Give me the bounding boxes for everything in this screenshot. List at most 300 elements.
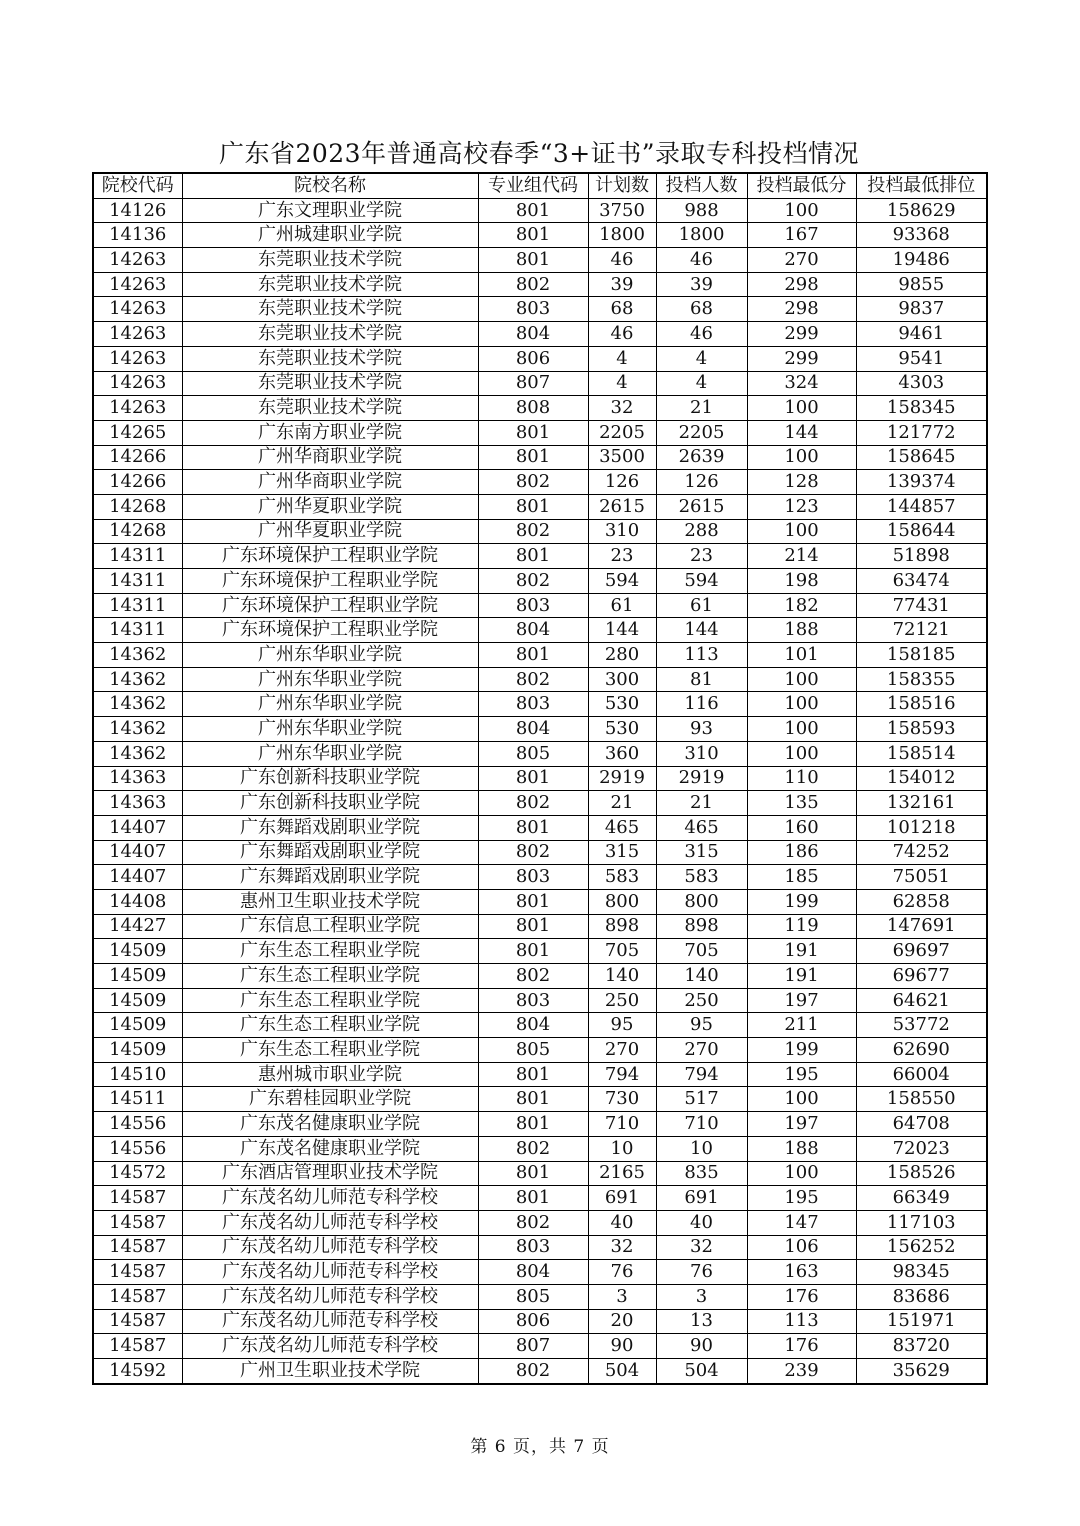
cell-school-name: 广州东华职业学院 — [182, 741, 478, 766]
cell-min-score: 195 — [747, 1186, 856, 1211]
cell-admitted-count: 116 — [656, 692, 747, 717]
cell-school-name: 广东舞蹈戏剧职业学院 — [182, 840, 478, 865]
cell-min-rank: 158644 — [856, 519, 987, 544]
cell-admitted-count: 81 — [656, 667, 747, 692]
cell-school-name: 广州华商职业学院 — [182, 470, 478, 495]
cell-min-rank: 158514 — [856, 741, 987, 766]
table-row — [93, 420, 987, 445]
table-row — [93, 889, 987, 914]
cell-school-code: 14427 — [93, 914, 182, 939]
table-row — [93, 272, 987, 297]
header-admitted-count: 投档人数 — [656, 173, 747, 198]
cell-group-code: 802 — [478, 964, 588, 989]
cell-school-name: 广东创新科技职业学院 — [182, 766, 478, 791]
cell-school-code: 14587 — [93, 1284, 182, 1309]
cell-min-score: 100 — [747, 741, 856, 766]
table-row — [93, 717, 987, 742]
cell-school-name: 广东信息工程职业学院 — [182, 914, 478, 939]
cell-group-code: 801 — [478, 1112, 588, 1137]
table-row — [93, 766, 987, 791]
cell-school-code: 14587 — [93, 1186, 182, 1211]
cell-admitted-count: 2205 — [656, 420, 747, 445]
cell-plan-count: 61 — [588, 593, 656, 618]
cell-school-name: 惠州城市职业学院 — [182, 1062, 478, 1087]
cell-min-score: 110 — [747, 766, 856, 791]
table-row — [93, 470, 987, 495]
table-row — [93, 1062, 987, 1087]
cell-school-code: 14556 — [93, 1112, 182, 1137]
cell-school-code: 14263 — [93, 371, 182, 396]
table-row — [93, 643, 987, 668]
cell-plan-count: 76 — [588, 1260, 656, 1285]
cell-school-name: 广州华商职业学院 — [182, 445, 478, 470]
cell-group-code: 803 — [478, 692, 588, 717]
cell-min-score: 100 — [747, 1087, 856, 1112]
cell-min-rank: 83686 — [856, 1284, 987, 1309]
cell-plan-count: 21 — [588, 791, 656, 816]
cell-min-score: 135 — [747, 791, 856, 816]
cell-group-code: 801 — [478, 198, 588, 223]
cell-school-name: 广州东华职业学院 — [182, 667, 478, 692]
cell-plan-count: 23 — [588, 544, 656, 569]
cell-admitted-count: 794 — [656, 1062, 747, 1087]
cell-admitted-count: 40 — [656, 1210, 747, 1235]
cell-plan-count: 710 — [588, 1112, 656, 1137]
cell-admitted-count: 288 — [656, 519, 747, 544]
table-row — [93, 741, 987, 766]
cell-plan-count: 583 — [588, 865, 656, 890]
cell-group-code: 802 — [478, 272, 588, 297]
cell-min-rank: 66349 — [856, 1186, 987, 1211]
cell-min-score: 239 — [747, 1359, 856, 1384]
cell-plan-count: 4 — [588, 346, 656, 371]
table-row — [93, 988, 987, 1013]
cell-group-code: 807 — [478, 1334, 588, 1359]
cell-min-rank: 62690 — [856, 1038, 987, 1063]
cell-admitted-count: 250 — [656, 988, 747, 1013]
cell-min-score: 198 — [747, 569, 856, 594]
cell-admitted-count: 32 — [656, 1235, 747, 1260]
cell-min-rank: 158593 — [856, 717, 987, 742]
cell-school-code: 14556 — [93, 1136, 182, 1161]
cell-plan-count: 2615 — [588, 494, 656, 519]
cell-min-score: 197 — [747, 988, 856, 1013]
cell-school-code: 14311 — [93, 618, 182, 643]
cell-group-code: 804 — [478, 717, 588, 742]
table-row — [93, 1210, 987, 1235]
cell-school-code: 14263 — [93, 346, 182, 371]
cell-min-score: 167 — [747, 223, 856, 248]
cell-min-rank: 9541 — [856, 346, 987, 371]
cell-admitted-count: 113 — [656, 643, 747, 668]
cell-min-score: 197 — [747, 1112, 856, 1137]
cell-min-score: 100 — [747, 519, 856, 544]
table-row — [93, 1359, 987, 1384]
table-header-row — [93, 173, 987, 198]
cell-group-code: 803 — [478, 593, 588, 618]
cell-admitted-count: 23 — [656, 544, 747, 569]
cell-school-code: 14572 — [93, 1161, 182, 1186]
cell-plan-count: 144 — [588, 618, 656, 643]
page-footer: 第 6 页，共 7 页 — [470, 1437, 610, 1457]
cell-school-name: 广东茂名幼儿师范专科学校 — [182, 1309, 478, 1334]
cell-admitted-count: 583 — [656, 865, 747, 890]
cell-group-code: 805 — [478, 741, 588, 766]
cell-school-name: 东莞职业技术学院 — [182, 371, 478, 396]
cell-school-code: 14263 — [93, 272, 182, 297]
cell-plan-count: 2165 — [588, 1161, 656, 1186]
cell-min-score: 299 — [747, 322, 856, 347]
cell-plan-count: 2919 — [588, 766, 656, 791]
cell-plan-count: 3750 — [588, 198, 656, 223]
cell-school-code: 14136 — [93, 223, 182, 248]
table-row — [93, 1309, 987, 1334]
cell-plan-count: 794 — [588, 1062, 656, 1087]
cell-plan-count: 250 — [588, 988, 656, 1013]
cell-admitted-count: 2639 — [656, 445, 747, 470]
cell-school-name: 广东环境保护工程职业学院 — [182, 569, 478, 594]
cell-group-code: 802 — [478, 519, 588, 544]
cell-school-name: 东莞职业技术学院 — [182, 322, 478, 347]
cell-school-code: 14587 — [93, 1260, 182, 1285]
cell-group-code: 801 — [478, 815, 588, 840]
table-row — [93, 346, 987, 371]
cell-admitted-count: 68 — [656, 297, 747, 322]
table-row — [93, 1038, 987, 1063]
cell-min-score: 188 — [747, 1136, 856, 1161]
header-plan-count: 计划数 — [588, 173, 656, 198]
cell-plan-count: 32 — [588, 1235, 656, 1260]
cell-school-name: 广东生态工程职业学院 — [182, 1013, 478, 1038]
page-title: 广东省2023年普通高校春季“3+证书”录取专科投档情况 — [218, 139, 860, 168]
cell-school-name: 广州华夏职业学院 — [182, 494, 478, 519]
cell-min-score: 147 — [747, 1210, 856, 1235]
cell-admitted-count: 988 — [656, 198, 747, 223]
table-row — [93, 914, 987, 939]
cell-min-score: 299 — [747, 346, 856, 371]
cell-min-score: 214 — [747, 544, 856, 569]
table-row — [93, 198, 987, 223]
cell-group-code: 807 — [478, 371, 588, 396]
cell-group-code: 803 — [478, 297, 588, 322]
cell-school-code: 14266 — [93, 445, 182, 470]
cell-plan-count: 530 — [588, 717, 656, 742]
cell-school-code: 14363 — [93, 791, 182, 816]
cell-group-code: 802 — [478, 1359, 588, 1384]
cell-school-name: 广东茂名幼儿师范专科学校 — [182, 1210, 478, 1235]
table-row — [93, 939, 987, 964]
cell-school-name: 东莞职业技术学院 — [182, 346, 478, 371]
cell-plan-count: 3 — [588, 1284, 656, 1309]
cell-admitted-count: 594 — [656, 569, 747, 594]
table-row — [93, 544, 987, 569]
cell-min-rank: 51898 — [856, 544, 987, 569]
cell-plan-count: 315 — [588, 840, 656, 865]
cell-group-code: 801 — [478, 1186, 588, 1211]
table-row — [93, 840, 987, 865]
cell-group-code: 804 — [478, 1013, 588, 1038]
cell-admitted-count: 46 — [656, 322, 747, 347]
cell-school-code: 14311 — [93, 569, 182, 594]
cell-school-code: 14126 — [93, 198, 182, 223]
cell-school-name: 东莞职业技术学院 — [182, 396, 478, 421]
cell-plan-count: 465 — [588, 815, 656, 840]
cell-school-name: 广东茂名幼儿师范专科学校 — [182, 1334, 478, 1359]
cell-plan-count: 126 — [588, 470, 656, 495]
cell-min-score: 101 — [747, 643, 856, 668]
cell-group-code: 801 — [478, 914, 588, 939]
cell-admitted-count: 691 — [656, 1186, 747, 1211]
cell-min-score: 100 — [747, 717, 856, 742]
cell-group-code: 805 — [478, 1284, 588, 1309]
cell-school-code: 14263 — [93, 297, 182, 322]
cell-group-code: 802 — [478, 569, 588, 594]
cell-min-rank: 98345 — [856, 1260, 987, 1285]
cell-admitted-count: 95 — [656, 1013, 747, 1038]
cell-plan-count: 504 — [588, 1359, 656, 1384]
cell-school-code: 14592 — [93, 1359, 182, 1384]
cell-min-rank: 74252 — [856, 840, 987, 865]
cell-min-rank: 158355 — [856, 667, 987, 692]
cell-plan-count: 95 — [588, 1013, 656, 1038]
cell-school-name: 广东舞蹈戏剧职业学院 — [182, 865, 478, 890]
cell-plan-count: 10 — [588, 1136, 656, 1161]
cell-school-code: 14362 — [93, 741, 182, 766]
table-row — [93, 371, 987, 396]
cell-min-score: 270 — [747, 248, 856, 273]
table-row — [93, 1087, 987, 1112]
cell-admitted-count: 21 — [656, 791, 747, 816]
cell-admitted-count: 126 — [656, 470, 747, 495]
cell-admitted-count: 93 — [656, 717, 747, 742]
table-row — [93, 223, 987, 248]
cell-admitted-count: 465 — [656, 815, 747, 840]
table-row — [93, 1260, 987, 1285]
cell-school-code: 14510 — [93, 1062, 182, 1087]
table-row — [93, 396, 987, 421]
cell-min-score: 100 — [747, 1161, 856, 1186]
cell-min-rank: 117103 — [856, 1210, 987, 1235]
cell-school-name: 广东创新科技职业学院 — [182, 791, 478, 816]
cell-school-code: 14311 — [93, 593, 182, 618]
cell-min-rank: 72121 — [856, 618, 987, 643]
header-school-code: 院校代码 — [93, 173, 182, 198]
cell-group-code: 804 — [478, 322, 588, 347]
cell-min-rank: 151971 — [856, 1309, 987, 1334]
cell-plan-count: 691 — [588, 1186, 656, 1211]
cell-admitted-count: 504 — [656, 1359, 747, 1384]
cell-min-score: 100 — [747, 396, 856, 421]
table-row — [93, 322, 987, 347]
cell-admitted-count: 10 — [656, 1136, 747, 1161]
cell-min-score: 176 — [747, 1334, 856, 1359]
cell-plan-count: 730 — [588, 1087, 656, 1112]
cell-plan-count: 800 — [588, 889, 656, 914]
cell-group-code: 802 — [478, 1210, 588, 1235]
cell-group-code: 808 — [478, 396, 588, 421]
cell-school-code: 14511 — [93, 1087, 182, 1112]
cell-school-code: 14509 — [93, 1013, 182, 1038]
cell-min-score: 144 — [747, 420, 856, 445]
cell-school-code: 14587 — [93, 1334, 182, 1359]
cell-group-code: 801 — [478, 1161, 588, 1186]
cell-school-code: 14266 — [93, 470, 182, 495]
cell-school-code: 14263 — [93, 322, 182, 347]
cell-school-name: 广州卫生职业技术学院 — [182, 1359, 478, 1384]
table-row — [93, 618, 987, 643]
cell-min-score: 113 — [747, 1309, 856, 1334]
cell-school-name: 广州城建职业学院 — [182, 223, 478, 248]
cell-min-score: 195 — [747, 1062, 856, 1087]
cell-min-rank: 132161 — [856, 791, 987, 816]
cell-admitted-count: 3 — [656, 1284, 747, 1309]
table-body — [93, 198, 987, 1384]
cell-plan-count: 32 — [588, 396, 656, 421]
cell-admitted-count: 2919 — [656, 766, 747, 791]
cell-admitted-count: 705 — [656, 939, 747, 964]
table-row — [93, 297, 987, 322]
cell-min-rank: 158550 — [856, 1087, 987, 1112]
header-min-rank: 投档最低排位 — [856, 173, 987, 198]
cell-min-score: 100 — [747, 692, 856, 717]
cell-plan-count: 594 — [588, 569, 656, 594]
cell-group-code: 802 — [478, 1136, 588, 1161]
cell-plan-count: 140 — [588, 964, 656, 989]
cell-admitted-count: 144 — [656, 618, 747, 643]
cell-school-code: 14268 — [93, 494, 182, 519]
cell-admitted-count: 140 — [656, 964, 747, 989]
cell-min-score: 185 — [747, 865, 856, 890]
cell-group-code: 803 — [478, 988, 588, 1013]
table-row — [93, 1013, 987, 1038]
cell-school-name: 广东碧桂园职业学院 — [182, 1087, 478, 1112]
cell-school-name: 广东茂名幼儿师范专科学校 — [182, 1235, 478, 1260]
cell-plan-count: 39 — [588, 272, 656, 297]
cell-school-name: 广东南方职业学院 — [182, 420, 478, 445]
cell-min-rank: 158516 — [856, 692, 987, 717]
cell-plan-count: 3500 — [588, 445, 656, 470]
cell-min-score: 119 — [747, 914, 856, 939]
cell-plan-count: 310 — [588, 519, 656, 544]
cell-min-rank: 63474 — [856, 569, 987, 594]
cell-group-code: 802 — [478, 470, 588, 495]
cell-min-rank: 9837 — [856, 297, 987, 322]
cell-plan-count: 90 — [588, 1334, 656, 1359]
cell-min-rank: 35629 — [856, 1359, 987, 1384]
table-row — [93, 964, 987, 989]
cell-min-rank: 19486 — [856, 248, 987, 273]
cell-plan-count: 1800 — [588, 223, 656, 248]
table-row — [93, 593, 987, 618]
cell-min-rank: 154012 — [856, 766, 987, 791]
cell-plan-count: 300 — [588, 667, 656, 692]
cell-school-code: 14362 — [93, 717, 182, 742]
cell-school-name: 广州东华职业学院 — [182, 692, 478, 717]
cell-school-code: 14587 — [93, 1235, 182, 1260]
cell-school-name: 广州东华职业学院 — [182, 643, 478, 668]
table-row — [93, 1284, 987, 1309]
cell-school-code: 14362 — [93, 643, 182, 668]
table-row — [93, 494, 987, 519]
cell-plan-count: 705 — [588, 939, 656, 964]
cell-min-score: 188 — [747, 618, 856, 643]
cell-school-code: 14509 — [93, 964, 182, 989]
cell-min-rank: 77431 — [856, 593, 987, 618]
table-row — [93, 865, 987, 890]
cell-school-code: 14407 — [93, 815, 182, 840]
cell-group-code: 801 — [478, 939, 588, 964]
header-group-code: 专业组代码 — [478, 173, 588, 198]
cell-plan-count: 20 — [588, 1309, 656, 1334]
cell-group-code: 801 — [478, 889, 588, 914]
cell-admitted-count: 76 — [656, 1260, 747, 1285]
cell-admitted-count: 21 — [656, 396, 747, 421]
cell-school-name: 广东文理职业学院 — [182, 198, 478, 223]
header-min-score: 投档最低分 — [747, 173, 856, 198]
cell-admitted-count: 315 — [656, 840, 747, 865]
cell-school-name: 广州东华职业学院 — [182, 717, 478, 742]
cell-admitted-count: 61 — [656, 593, 747, 618]
cell-min-rank: 62858 — [856, 889, 987, 914]
cell-group-code: 805 — [478, 1038, 588, 1063]
cell-min-score: 106 — [747, 1235, 856, 1260]
cell-group-code: 801 — [478, 248, 588, 273]
table-row — [93, 1235, 987, 1260]
cell-min-score: 100 — [747, 667, 856, 692]
cell-plan-count: 530 — [588, 692, 656, 717]
cell-min-score: 100 — [747, 445, 856, 470]
cell-school-name: 广东茂名健康职业学院 — [182, 1112, 478, 1137]
cell-school-name: 广东环境保护工程职业学院 — [182, 618, 478, 643]
cell-school-code: 14263 — [93, 248, 182, 273]
cell-plan-count: 46 — [588, 248, 656, 273]
cell-school-code: 14587 — [93, 1309, 182, 1334]
cell-min-score: 176 — [747, 1284, 856, 1309]
cell-school-code: 14263 — [93, 396, 182, 421]
cell-school-name: 东莞职业技术学院 — [182, 248, 478, 273]
cell-min-rank: 121772 — [856, 420, 987, 445]
cell-min-score: 186 — [747, 840, 856, 865]
cell-group-code: 801 — [478, 494, 588, 519]
cell-group-code: 803 — [478, 1235, 588, 1260]
cell-admitted-count: 310 — [656, 741, 747, 766]
cell-min-score: 298 — [747, 272, 856, 297]
cell-school-code: 14268 — [93, 519, 182, 544]
table-row — [93, 667, 987, 692]
cell-school-name: 广东环境保护工程职业学院 — [182, 593, 478, 618]
cell-group-code: 801 — [478, 420, 588, 445]
cell-group-code: 802 — [478, 667, 588, 692]
cell-school-code: 14311 — [93, 544, 182, 569]
cell-min-rank: 101218 — [856, 815, 987, 840]
cell-admitted-count: 4 — [656, 371, 747, 396]
cell-min-score: 182 — [747, 593, 856, 618]
cell-school-code: 14363 — [93, 766, 182, 791]
header-school-name: 院校名称 — [182, 173, 478, 198]
cell-min-rank: 9855 — [856, 272, 987, 297]
cell-group-code: 801 — [478, 643, 588, 668]
cell-admitted-count: 898 — [656, 914, 747, 939]
cell-group-code: 801 — [478, 223, 588, 248]
cell-school-code: 14587 — [93, 1210, 182, 1235]
cell-min-rank: 69677 — [856, 964, 987, 989]
cell-group-code: 801 — [478, 1087, 588, 1112]
cell-admitted-count: 46 — [656, 248, 747, 273]
cell-school-name: 广东茂名幼儿师范专科学校 — [182, 1260, 478, 1285]
cell-min-rank: 139374 — [856, 470, 987, 495]
cell-school-name: 广东舞蹈戏剧职业学院 — [182, 815, 478, 840]
cell-school-code: 14509 — [93, 939, 182, 964]
